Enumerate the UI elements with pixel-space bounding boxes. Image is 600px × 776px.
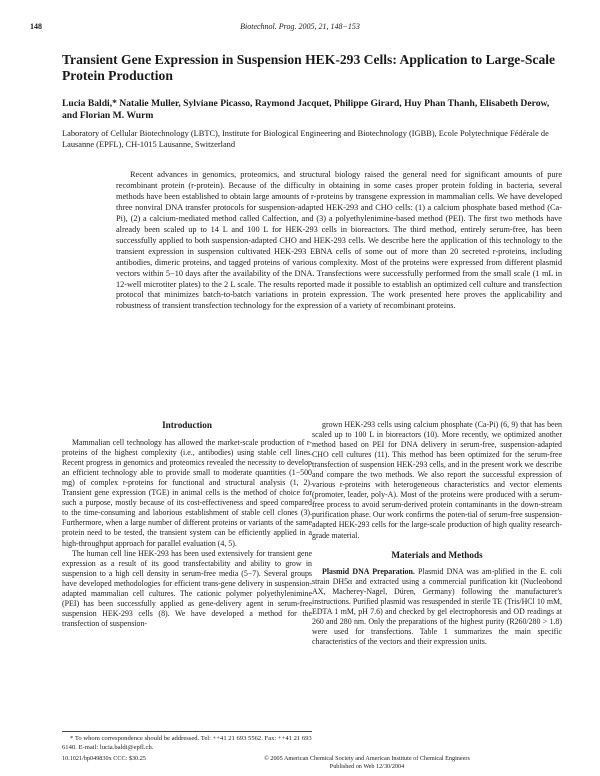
plasmid-paragraph: [312, 567, 562, 647]
doi-line: 10.1021/bp049830x CCC: $30.25: [62, 755, 146, 762]
running-header: [30, 22, 570, 36]
article-title: Transient Gene Expression in Suspension HEK-293 Cells: Application to Large-Scale Protein Production: [62, 52, 556, 83]
page-number: 148: [30, 22, 42, 31]
introduction-heading: Introduction: [162, 420, 212, 430]
right-column: [312, 420, 562, 647]
methods-heading: Materials and Methods: [391, 549, 483, 560]
footnote-text: * To whom correspondence should be addressed. Tel: ++41 21 693 5562. Fax: ++41 21 693 6140. E-mail: lucia.baldi@epfl.ch.: [62, 735, 312, 751]
left-column: [62, 414, 312, 629]
author-list: Lucia Baldi,* Natalie Muller, Sylviane Picasso, Raymond Jacquet, Philippe Girard, Huy Phan Thanh, Elisabeth Derow, and Florian M. Wurm: [62, 98, 550, 121]
correspondence-footnote: [62, 731, 312, 752]
introduction-paragraph-1: Mammalian cell technology has allowed the market-scale production of r-proteins of the highest complexity (i.e., antibodies) using stable cell lines. Recent progress in genomics and proteomics revealed the necessity to develop an efficient technology able to provide small to moderate quantities (1−500 mg) of complex r-proteins for functional and structural analysis (1, 2). Transient gene expression (TGE) in animal cells is the method of choice for such a purpose, mostly because of its cost-effectiveness and speed compared to the time-consuming and laborious establishment of stable cell clones (3). Furthermore, when a large number of different proteins or variants of the same protein need to be tested, the transient system can be efficiently applied in a high-throughput approach for parallel evaluation (4, 5).: [62, 438, 312, 548]
copyright-block: [212, 755, 522, 770]
introduction-paragraph-2: The human cell line HEK-293 has been used extensively for transient gene expression as a result of its good transfectability and ability to grow in suspension to a high cell density in serum-free media (5−7). Several groups have developed methodologies for efficient trans-gene delivery in suspension-adapted mammalian cell cultures. The cationic polymer polyethylenimine (PEI) has been successfully applied as gene-delivery agent in serum-free suspension HEK-293 cells (8). We have developed a method for the transfection of suspension-: [62, 548, 312, 628]
introduction-paragraph-3: grown HEK-293 cells using calcium phosphate (Ca-Pi) (6, 9) that has been scaled up to 100 L in bioreactors (10). More recently, we optimized another method based on PEI for DNA delivery in serum-free, suspension-adapted CHO cell cultures (11). This method has been optimized for the serum-free transfection of suspension HEK-293 cells, and in the present work we describe and compare the two methods. We also report the successful expression of various r-proteins with heterogeneous characteristics and vector elements (promoter, leader, poly-A). Most of the proteins were produced with a serum-free process to avoid serum-derived protein contaminants in the down-stream purification phase. Our work confirms the poten-tial of serum-free suspension-adapted HEK-293 cells for the large-scale production of high quality research-grade material.: [312, 420, 562, 540]
published-line: Published on Web 12/30/2004: [329, 762, 405, 770]
journal-reference: Biotechnol. Prog. 2005, 21, 148−153: [240, 22, 360, 31]
plasmid-subheading: Plasmid DNA Preparation.: [322, 566, 415, 576]
copyright-line: © 2005 American Chemical Society and American Institute of Chemical Engineers: [264, 755, 470, 762]
affiliation: Laboratory of Cellular Biotechnology (LBTC), Institute for Biological Engineering and Biotechnology (IGBB), Ecole Polytechnique Fédérale de Lausanne (EPFL), CH-1015 Lausanne, Switzerland: [62, 129, 549, 149]
plasmid-text: Plasmid DNA was am-plified in the E. coli strain DH5α and extracted using a commercial purification kit (Nucleobond AX, Macherey-Nagel, Düren, Germany) following the manufacturer's instructions. Purified plasmid was resuspended in sterile TE (Tris/HCl 10 mM, EDTA 1 mM, pH 7.6) and checked by gel electrophoresis and OD readings at 260 and 280 nm. Only the preparations of the highest purity (R260/280 > 1.8) were used for transfections. Table 1 summarizes the main specific characteristics of the vectors and their expression units.: [312, 566, 562, 646]
abstract: Recent advances in genomics, proteomics, and structural biology raised the general need for significant amounts of pure recombinant protein (r-protein). Because of the difficulty in obtaining in some cases proper protein folding in bacteria, several methods have been established to obtain large amounts of r-proteins by transgene expression in mammalian cells. We have developed three nonviral DNA transfer protocols for suspension-adapted HEK-293 and CHO cells: (1) a calcium phosphate based method (Ca-Pi), (2) a calcium-mediated method called Calfection, and (3) a polyethylenimine-based method (PEI). The first two methods have already been scaled up to 14 L and 100 L for HEK-293 cells in bioreactors. The third method, entirely serum-free, has been successfully applied to both suspension-adapted CHO and HEK-293 cells. We describe here the application of this technology to the transient expression in suspension cultivated HEK-293 EBNA cells of some out of more than 20 secreted r-proteins, including antibodies, dimeric proteins, and tagged proteins of various complexity. Most of the proteins were expressed from different plasmid vectors within 5−10 days after the availability of the DNA. Transfections were successfully performed from the small scale (1 mL in 12-well microtiter plates) to the 2 L scale. The results reported made it possible to establish an optimized cell culture and transfection protocol that minimizes batch-to-batch variations in protein expression. The work presented here proves the applicability and robustness of transient transfection technology for the expression of a variety of recombinant proteins.: [116, 170, 562, 311]
